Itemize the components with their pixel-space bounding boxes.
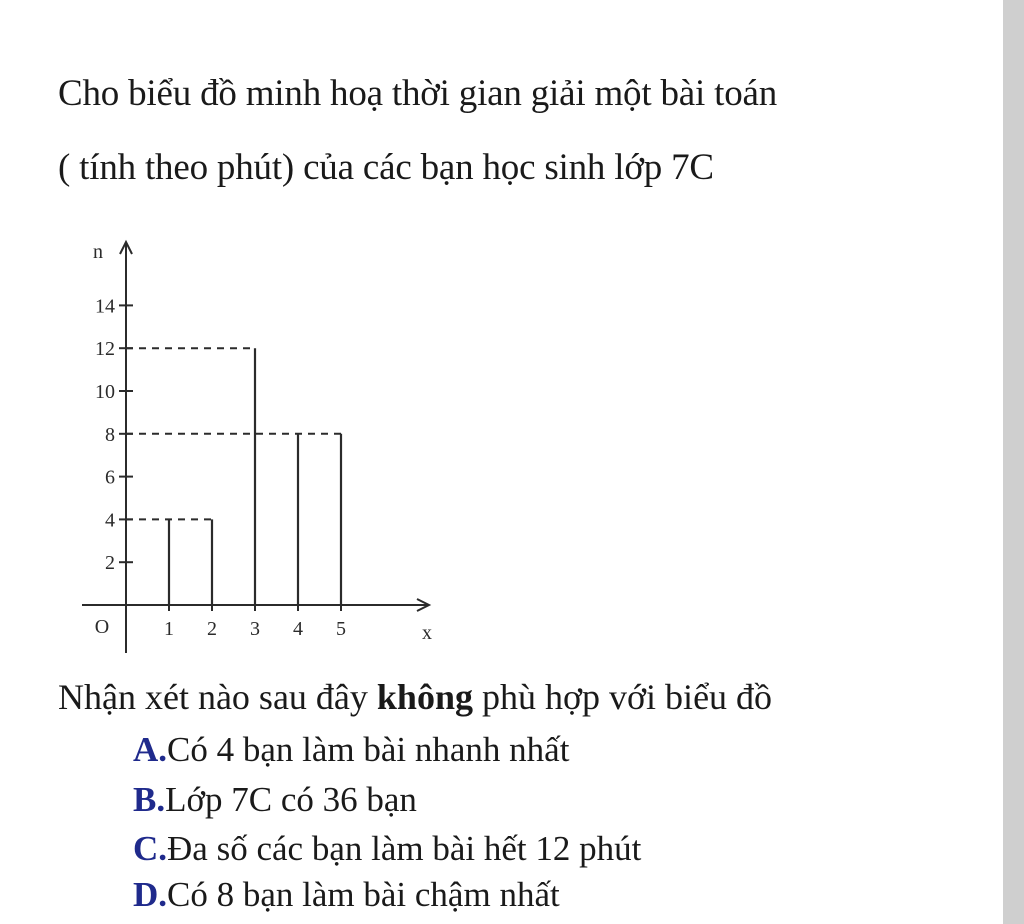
option-b-letter: B. [133, 780, 166, 819]
option-a-text: Có 4 bạn làm bài nhanh nhất [167, 730, 570, 769]
prompt-line [58, 676, 772, 718]
x-tick-label: 5 [336, 618, 346, 640]
option-a[interactable] [133, 730, 569, 770]
y-tick-label: 8 [105, 423, 115, 446]
option-c-letter: C. [133, 829, 168, 868]
y-tick-label: 4 [105, 509, 115, 532]
option-d-text: Có 8 bạn làm bài chậm nhất [167, 875, 560, 914]
option-a-letter: A. [133, 730, 168, 769]
y-tick-label: 10 [95, 381, 115, 403]
y-axis-label: n [93, 241, 103, 263]
x-tick-label: 3 [250, 618, 260, 640]
x-tick-label: 1 [164, 618, 174, 640]
prompt-after: phù hợp với biểu đồ [472, 677, 773, 717]
y-tick-label: 2 [105, 552, 115, 575]
prompt-bold: không [376, 677, 473, 717]
option-c[interactable] [133, 829, 641, 869]
question-line-1: Cho biểu đồ minh hoạ thời gian giải một bài toán [58, 73, 778, 114]
chart-layer [82, 241, 432, 653]
y-tick-label: 12 [95, 338, 115, 361]
right-edge-strip [1003, 0, 1024, 924]
question-line-2: ( tính theo phút) của các bạn học sinh lớp 7C [58, 147, 714, 188]
option-d[interactable] [133, 875, 560, 915]
origin-label: O [94, 616, 110, 638]
y-tick-label: 6 [105, 466, 115, 489]
option-b[interactable] [133, 780, 417, 820]
option-c-text: Đa số các bạn làm bài hết 12 phút [167, 829, 642, 868]
prompt-before: Nhận xét nào sau đây [58, 677, 377, 717]
x-tick-label: 4 [293, 618, 303, 640]
bar-chart [60, 228, 440, 668]
x-axis-label: x [422, 622, 432, 644]
option-b-text: Lớp 7C có 36 bạn [165, 780, 417, 819]
option-d-letter: D. [133, 875, 168, 914]
y-tick-label: 14 [95, 295, 115, 318]
x-tick-label: 2 [207, 618, 217, 640]
